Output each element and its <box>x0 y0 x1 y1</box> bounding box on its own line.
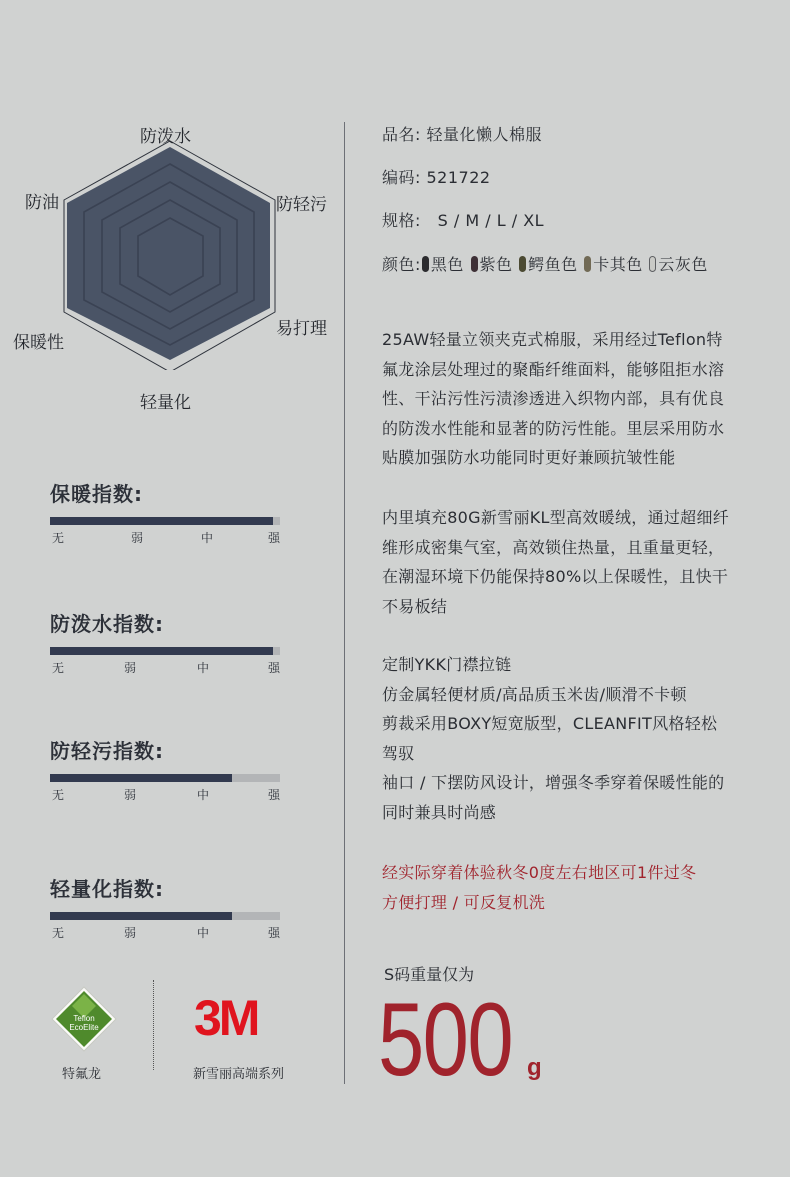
text-line: 不易板结 <box>382 596 448 616</box>
color-name: 卡其色 <box>593 255 643 274</box>
index-title: 保暖指数: <box>50 482 143 506</box>
product-sizes: 规格: S / M / L / XL <box>382 211 545 230</box>
color-name: 黑色 <box>430 255 464 274</box>
scale-none: 无 <box>52 788 65 802</box>
scale-weak: 弱 <box>124 661 137 675</box>
text-line: 驾驭 <box>382 743 415 763</box>
color-name: 紫色 <box>479 255 513 274</box>
index-bar-fill <box>50 912 232 920</box>
logo-divider <box>153 980 154 1070</box>
text-line: 维形成密集气室，高效锁住热量，且重量更轻， <box>382 537 725 557</box>
text-line: 仿金属轻便材质/高品质玉米齿/顺滑不卡顿 <box>382 684 687 704</box>
text-line: 方便打理 / 可反复机洗 <box>382 892 546 912</box>
index-bar-fill <box>50 774 232 782</box>
text-line: 25AW轻量立领夹克式棉服，采用经过Teflon特 <box>382 330 723 349</box>
scale-strong: 强 <box>268 531 281 545</box>
radar-label-top-left: 防油 <box>25 193 59 213</box>
index-warmth <box>50 478 280 545</box>
threem-logo: 3M <box>194 990 258 1046</box>
color-swatch-black <box>422 256 429 272</box>
weight-unit: g <box>527 1054 542 1081</box>
weight-value: 500 <box>378 982 513 1098</box>
scale-strong: 强 <box>268 661 281 675</box>
color-swatch-cloud-grey <box>649 256 656 272</box>
description-paragraph-3 <box>382 650 774 827</box>
radar-label-top-right: 防轻污 <box>276 195 327 215</box>
radar-label-bottom-right: 易打理 <box>276 319 327 339</box>
text-line: 贴膜加强防水功能同时更好兼顾抗皱性能 <box>382 448 676 467</box>
text-line: 同时兼具时尚感 <box>382 802 497 822</box>
index-scale <box>50 786 280 802</box>
text-line: 定制YKK门襟拉链 <box>382 655 512 674</box>
index-bar <box>50 647 280 655</box>
index-lightweight <box>50 873 280 940</box>
index-scale <box>50 659 280 675</box>
index-bar-fill <box>50 647 273 655</box>
scale-medium: 中 <box>201 531 214 545</box>
index-bar <box>50 912 280 920</box>
radar-label-top: 防泼水 <box>140 127 191 147</box>
product-colors <box>382 252 708 275</box>
index-water-repellent <box>50 608 280 675</box>
description-paragraph-1 <box>382 325 774 473</box>
text-line: 氟龙涂层处理过的聚酯纤维面料，能够阻拒水溶 <box>382 359 725 379</box>
index-title: 防轻污指数: <box>50 739 164 763</box>
color-swatch-crocodile <box>519 256 526 272</box>
scale-medium: 中 <box>197 788 210 802</box>
scale-none: 无 <box>52 661 65 675</box>
scale-weak: 弱 <box>124 788 137 802</box>
teflon-caption: 特氟龙 <box>62 1067 102 1082</box>
index-stain-resistant <box>50 735 280 802</box>
product-name: 品名: 轻量化懒人棉服 <box>382 125 542 144</box>
index-scale <box>50 529 280 545</box>
teflon-ecoelite-logo <box>50 985 118 1053</box>
color-label: 颜色: <box>382 255 421 274</box>
teflon-brand-line2: EcoElite <box>69 1023 99 1032</box>
text-line: 袖口 / 下摆防风设计，增强冬季穿着保暖性能的 <box>382 773 725 792</box>
index-bar-fill <box>50 517 273 525</box>
color-name: 云灰色 <box>658 255 708 274</box>
index-title: 轻量化指数: <box>50 877 164 901</box>
text-line: 在潮湿环境下仍能保持80%以上保暖性，且快干 <box>382 567 729 586</box>
text-line: 剪裁采用BOXY短宽版型，CLEANFIT风格轻松 <box>382 714 718 733</box>
color-name: 鳄鱼色 <box>528 255 578 274</box>
scale-strong: 强 <box>268 788 281 802</box>
text-line: 性、干沾污性污渍渗透进入织物内部，具有优良 <box>382 389 725 408</box>
teflon-brand-line1: Teflon <box>73 1014 95 1023</box>
radar-chart <box>60 140 290 370</box>
product-code: 编码: 521722 <box>382 168 491 187</box>
highlight-paragraph <box>382 858 774 917</box>
index-bar <box>50 774 280 782</box>
radar-label-bottom-left: 保暖性 <box>13 333 64 353</box>
scale-weak: 弱 <box>124 926 137 940</box>
radar-label-bottom: 轻量化 <box>140 393 191 413</box>
text-line: 内里填充80G新雪丽KL型高效暖绒，通过超细纤 <box>382 508 730 527</box>
scale-medium: 中 <box>197 661 210 675</box>
index-bar <box>50 517 280 525</box>
threem-caption: 新雪丽高端系列 <box>193 1067 285 1082</box>
scale-weak: 弱 <box>131 531 144 545</box>
scale-none: 无 <box>52 926 65 940</box>
description-paragraph-2 <box>382 503 774 621</box>
scale-strong: 强 <box>268 926 281 940</box>
color-swatch-purple <box>471 256 478 272</box>
weight-label: S码重量仅为 <box>384 965 475 984</box>
index-title: 防泼水指数: <box>50 612 164 636</box>
scale-none: 无 <box>52 531 65 545</box>
text-line: 经实际穿着体验秋冬0度左右地区可1件过冬 <box>382 863 697 882</box>
column-divider <box>344 122 345 1084</box>
scale-medium: 中 <box>197 926 210 940</box>
text-line: 的防泼水性能和显著的防污性能。里层采用防水 <box>382 418 725 438</box>
index-scale <box>50 924 280 940</box>
color-swatch-khaki <box>584 256 591 272</box>
